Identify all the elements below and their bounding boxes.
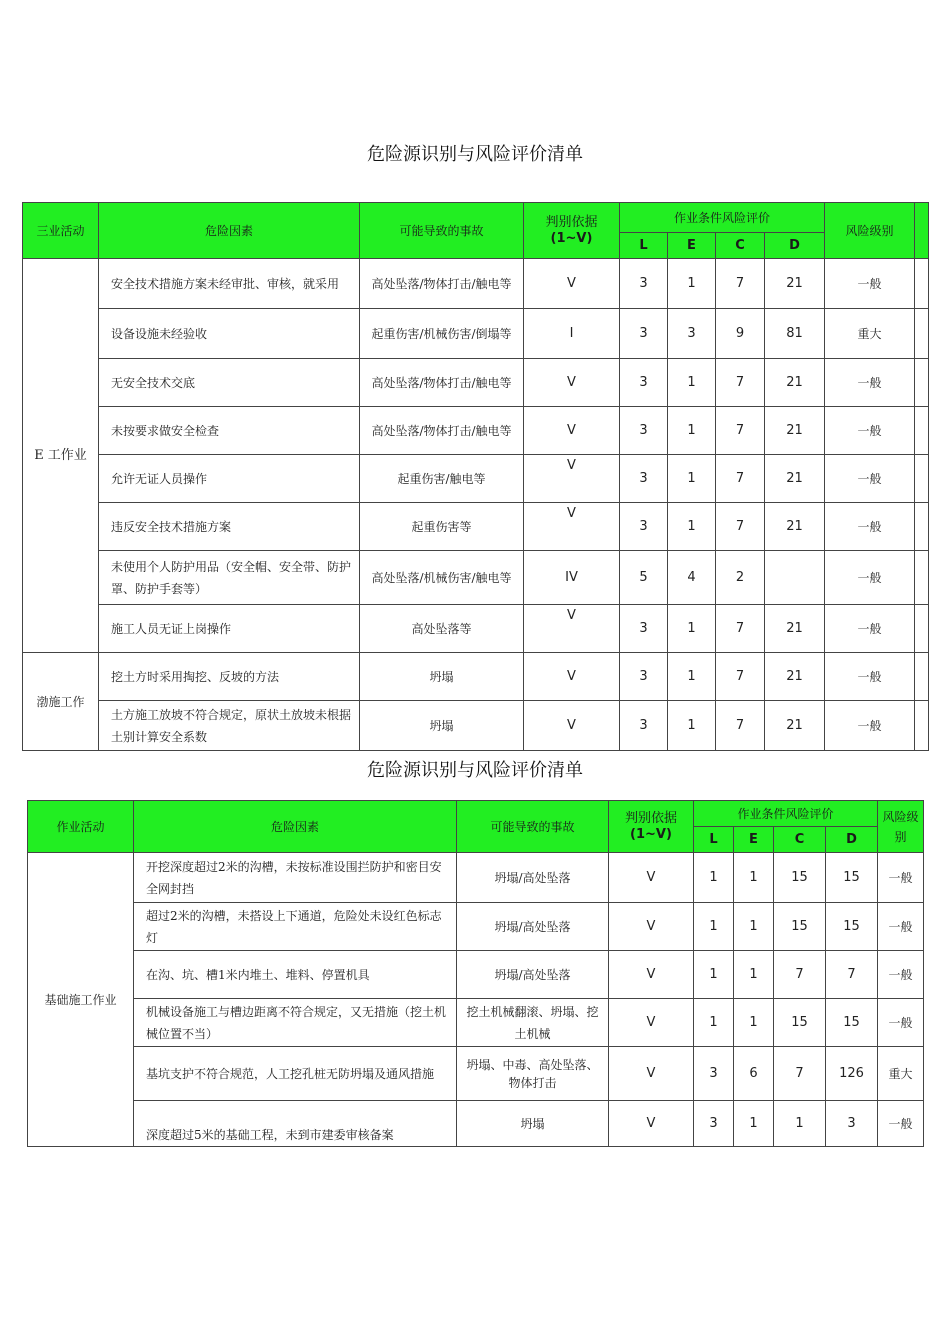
E-cell: 1 bbox=[668, 259, 716, 309]
level-cell: 一般 bbox=[825, 551, 915, 605]
L-cell: 3 bbox=[620, 359, 668, 407]
D-cell: 21 bbox=[765, 605, 825, 653]
D-cell: 3 bbox=[826, 1101, 878, 1147]
D-cell: 126 bbox=[826, 1047, 878, 1101]
E-cell: 1 bbox=[734, 1101, 774, 1147]
basis-cell: I bbox=[524, 309, 620, 359]
D-cell: 21 bbox=[765, 455, 825, 503]
header-L: L bbox=[694, 827, 734, 853]
accident-cell: 坍塌/高处坠落 bbox=[457, 903, 609, 951]
edge-cell bbox=[915, 503, 929, 551]
C-cell: 7 bbox=[774, 951, 826, 999]
header-hazard: 危险因素 bbox=[134, 801, 457, 853]
hazard-cell: 超过2米的沟槽，未搭设上下通道，危险处未设红色标志灯 bbox=[134, 903, 457, 951]
table-row bbox=[23, 359, 929, 407]
level-cell: 一般 bbox=[878, 903, 924, 951]
basis-cell: V bbox=[609, 903, 694, 951]
hazard-cell: 设备设施未经验收 bbox=[99, 309, 360, 359]
D-cell: 21 bbox=[765, 259, 825, 309]
hazard-cell: 施工人员无证上岗操作 bbox=[99, 605, 360, 653]
hazard-cell: 开挖深度超过2米的沟槽，未按标准设围拦防护和密目安全网封挡 bbox=[134, 853, 457, 903]
table-row bbox=[23, 309, 929, 359]
edge-cell bbox=[915, 653, 929, 701]
table-row bbox=[23, 653, 929, 701]
level-cell: 一般 bbox=[825, 503, 915, 551]
hazard-cell: 无安全技术交底 bbox=[99, 359, 360, 407]
E-cell: 1 bbox=[668, 653, 716, 701]
hazard-cell: 土方施工放坡不符合规定，原状土放坡未根据土别计算安全系数 bbox=[99, 701, 360, 751]
E-cell: 1 bbox=[668, 359, 716, 407]
hazard-cell: 未使用个人防护用品（安全帽、安全带、防护罩、防护手套等） bbox=[99, 551, 360, 605]
page-title-1: 危险源识别与风险评价清单 bbox=[367, 144, 583, 165]
E-cell: 1 bbox=[734, 951, 774, 999]
level-cell: 一般 bbox=[825, 359, 915, 407]
C-cell: 7 bbox=[716, 653, 765, 701]
L-cell: 1 bbox=[694, 951, 734, 999]
D-cell: 21 bbox=[765, 503, 825, 551]
header-eval: 作业条件风险评价 bbox=[694, 801, 878, 827]
D-cell: 21 bbox=[765, 701, 825, 751]
C-cell: 2 bbox=[716, 551, 765, 605]
D-cell: 21 bbox=[765, 653, 825, 701]
accident-cell: 起重伤害/机械伤害/倒塌等 bbox=[360, 309, 524, 359]
L-cell: 3 bbox=[694, 1101, 734, 1147]
header-level: 风险级别 bbox=[878, 801, 924, 853]
L-cell: 5 bbox=[620, 551, 668, 605]
table-row bbox=[28, 903, 924, 951]
table-row bbox=[23, 503, 929, 551]
accident-cell: 起重伤害等 bbox=[360, 503, 524, 551]
L-cell: 3 bbox=[620, 503, 668, 551]
page-title-2: 危险源识别与风险评价清单 bbox=[367, 760, 583, 781]
basis-cell: V bbox=[524, 503, 620, 551]
level-cell: 重大 bbox=[825, 309, 915, 359]
accident-cell: 高处坠落/物体打击/触电等 bbox=[360, 359, 524, 407]
L-cell: 3 bbox=[620, 653, 668, 701]
header-E: E bbox=[734, 827, 774, 853]
L-cell: 3 bbox=[620, 407, 668, 455]
table-row bbox=[28, 951, 924, 999]
level-cell: 一般 bbox=[825, 701, 915, 751]
header-D: D bbox=[765, 233, 825, 259]
edge-cell bbox=[915, 455, 929, 503]
E-cell: 1 bbox=[668, 407, 716, 455]
C-cell: 7 bbox=[716, 455, 765, 503]
edge-cell bbox=[915, 605, 929, 653]
hazard-cell: 允许无证人员操作 bbox=[99, 455, 360, 503]
L-cell: 3 bbox=[694, 1047, 734, 1101]
C-cell: 7 bbox=[716, 701, 765, 751]
L-cell: 1 bbox=[694, 903, 734, 951]
edge-cell bbox=[915, 359, 929, 407]
basis-cell: V bbox=[524, 407, 620, 455]
hazard-cell: 深度超过5米的基础工程，未到市建委审核备案 bbox=[134, 1101, 457, 1147]
header-C: C bbox=[716, 233, 765, 259]
table-row bbox=[23, 455, 929, 503]
hazard-cell: 未按要求做安全检查 bbox=[99, 407, 360, 455]
accident-cell: 坍塌 bbox=[360, 653, 524, 701]
L-cell: 3 bbox=[620, 701, 668, 751]
accident-cell: 坍塌 bbox=[360, 701, 524, 751]
level-cell: 一般 bbox=[878, 999, 924, 1047]
table-row bbox=[28, 853, 924, 903]
header-accident: 可能导致的事故 bbox=[457, 801, 609, 853]
header-basis-label: 判别依据 bbox=[624, 810, 677, 826]
table-row bbox=[23, 701, 929, 751]
accident-cell: 高处坠落等 bbox=[360, 605, 524, 653]
level-cell: 一般 bbox=[825, 407, 915, 455]
hazard-cell: 基坑支护不符合规范，人工挖孔桩无防坍塌及通风措施 bbox=[134, 1047, 457, 1101]
C-cell: 9 bbox=[716, 309, 765, 359]
E-cell: 4 bbox=[668, 551, 716, 605]
table-row bbox=[28, 1101, 924, 1147]
C-cell: 15 bbox=[774, 903, 826, 951]
basis-cell: V bbox=[609, 951, 694, 999]
table-row bbox=[28, 1047, 924, 1101]
header-basis bbox=[524, 203, 620, 259]
table-row bbox=[23, 407, 929, 455]
accident-cell: 高处坠落/物体打击/触电等 bbox=[360, 259, 524, 309]
D-cell: 21 bbox=[765, 407, 825, 455]
header-C: C bbox=[774, 827, 826, 853]
D-cell: 21 bbox=[765, 359, 825, 407]
basis-cell: V bbox=[609, 1047, 694, 1101]
level-cell: 一般 bbox=[878, 853, 924, 903]
basis-cell: V bbox=[524, 359, 620, 407]
hazard-cell: 在沟、坑、槽1米内堆土、堆料、停置机具 bbox=[134, 951, 457, 999]
L-cell: 3 bbox=[620, 259, 668, 309]
accident-cell: 挖土机械翻滚、坍塌、挖土机械 bbox=[457, 999, 609, 1047]
group-activity: 基础施工作业 bbox=[28, 853, 134, 1147]
accident-cell: 坍塌/高处坠落 bbox=[457, 951, 609, 999]
header-activity: 作业活动 bbox=[28, 801, 134, 853]
edge-cell bbox=[915, 309, 929, 359]
hazard-cell: 机械设备施工与槽边距离不符合规定，又无措施（挖土机械位置不当） bbox=[134, 999, 457, 1047]
edge-cell bbox=[915, 407, 929, 455]
C-cell: 7 bbox=[774, 1047, 826, 1101]
header-basis bbox=[609, 801, 694, 853]
level-cell: 一般 bbox=[878, 1101, 924, 1147]
table-row bbox=[23, 605, 929, 653]
table-row bbox=[23, 259, 929, 309]
E-cell: 1 bbox=[734, 853, 774, 903]
basis-cell: V bbox=[524, 701, 620, 751]
D-cell: 15 bbox=[826, 853, 878, 903]
L-cell: 1 bbox=[694, 999, 734, 1047]
group-activity: 渤施工作 bbox=[23, 653, 99, 751]
header-D: D bbox=[826, 827, 878, 853]
header-basis-range: (1~V) bbox=[630, 826, 672, 842]
accident-cell: 高处坠落/物体打击/触电等 bbox=[360, 407, 524, 455]
risk-table-1 bbox=[22, 202, 929, 751]
accident-cell: 坍塌、中毒、高处坠落、物体打击 bbox=[457, 1047, 609, 1101]
basis-cell: V bbox=[524, 653, 620, 701]
header-accident: 可能导致的事故 bbox=[360, 203, 524, 259]
header-hazard: 危险因素 bbox=[99, 203, 360, 259]
basis-cell: V bbox=[609, 999, 694, 1047]
header-eval: 作业条件风险评价 bbox=[620, 203, 825, 233]
level-cell: 一般 bbox=[878, 951, 924, 999]
accident-cell: 坍塌/高处坠落 bbox=[457, 853, 609, 903]
D-cell: 15 bbox=[826, 903, 878, 951]
level-cell: 一般 bbox=[825, 455, 915, 503]
basis-cell: V bbox=[609, 853, 694, 903]
C-cell: 15 bbox=[774, 999, 826, 1047]
level-cell: 一般 bbox=[825, 605, 915, 653]
table-row bbox=[28, 999, 924, 1047]
group-activity: E 工作业 bbox=[23, 259, 99, 653]
C-cell: 1 bbox=[774, 1101, 826, 1147]
E-cell: 1 bbox=[668, 455, 716, 503]
header-L: L bbox=[620, 233, 668, 259]
C-cell: 7 bbox=[716, 407, 765, 455]
edge-cell bbox=[915, 259, 929, 309]
risk-table-2 bbox=[27, 800, 924, 1147]
edge-cell bbox=[915, 701, 929, 751]
header-basis-label: 判别依据 bbox=[545, 214, 598, 230]
L-cell: 3 bbox=[620, 605, 668, 653]
C-cell: 7 bbox=[716, 359, 765, 407]
E-cell: 1 bbox=[734, 999, 774, 1047]
header-level: 风险级别 bbox=[825, 203, 915, 259]
E-cell: 1 bbox=[668, 701, 716, 751]
D-cell: 15 bbox=[826, 999, 878, 1047]
E-cell: 3 bbox=[668, 309, 716, 359]
hazard-cell: 违反安全技术措施方案 bbox=[99, 503, 360, 551]
D-cell bbox=[765, 551, 825, 605]
L-cell: 3 bbox=[620, 309, 668, 359]
E-cell: 6 bbox=[734, 1047, 774, 1101]
L-cell: 1 bbox=[694, 853, 734, 903]
edge-cell bbox=[915, 551, 929, 605]
accident-cell: 起重伤害/触电等 bbox=[360, 455, 524, 503]
level-cell: 重大 bbox=[878, 1047, 924, 1101]
C-cell: 7 bbox=[716, 259, 765, 309]
hazard-cell: 安全技术措施方案未经审批、审核，就采用 bbox=[99, 259, 360, 309]
C-cell: 15 bbox=[774, 853, 826, 903]
header-basis-range: (1~V) bbox=[550, 230, 593, 246]
basis-cell: V bbox=[524, 455, 620, 503]
level-cell: 一般 bbox=[825, 259, 915, 309]
E-cell: 1 bbox=[668, 503, 716, 551]
basis-cell: V bbox=[524, 605, 620, 653]
header-edge bbox=[915, 203, 929, 259]
table-row bbox=[23, 551, 929, 605]
basis-cell: V bbox=[524, 259, 620, 309]
L-cell: 3 bbox=[620, 455, 668, 503]
D-cell: 81 bbox=[765, 309, 825, 359]
C-cell: 7 bbox=[716, 605, 765, 653]
accident-cell: 高处坠落/机械伤害/触电等 bbox=[360, 551, 524, 605]
accident-cell: 坍塌 bbox=[457, 1101, 609, 1147]
C-cell: 7 bbox=[716, 503, 765, 551]
basis-cell: V bbox=[609, 1101, 694, 1147]
header-activity: 三业活动 bbox=[23, 203, 99, 259]
header-E: E bbox=[668, 233, 716, 259]
D-cell: 7 bbox=[826, 951, 878, 999]
E-cell: 1 bbox=[734, 903, 774, 951]
level-cell: 一般 bbox=[825, 653, 915, 701]
hazard-cell: 挖土方时采用掏挖、反坡的方法 bbox=[99, 653, 360, 701]
E-cell: 1 bbox=[668, 605, 716, 653]
basis-cell: IV bbox=[524, 551, 620, 605]
